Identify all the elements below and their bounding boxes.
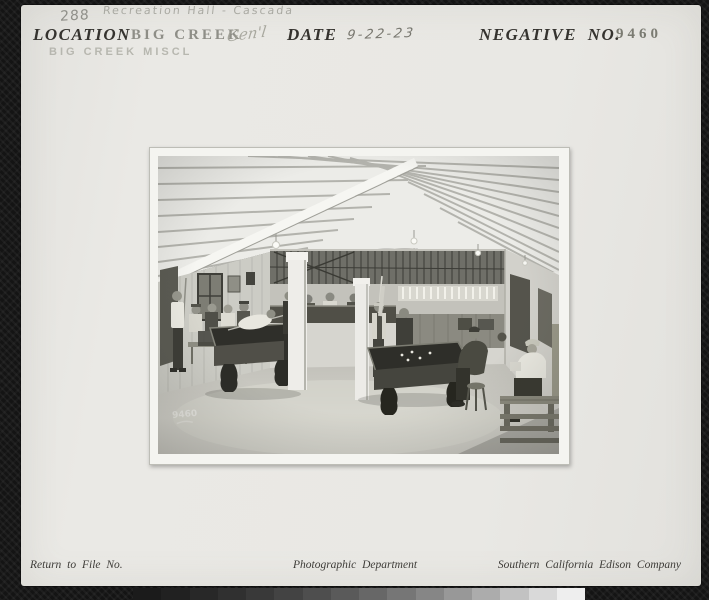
footer-department: Photographic Department bbox=[292, 559, 418, 571]
grayscale-step bbox=[387, 588, 415, 600]
date-label: DATE bbox=[287, 25, 338, 44]
grayscale-step bbox=[190, 588, 218, 600]
negative-number-value: 9460 bbox=[616, 26, 662, 42]
photograph bbox=[158, 156, 559, 454]
grayscale-step bbox=[303, 588, 331, 600]
location-handwritten-note: Gen'l bbox=[226, 22, 268, 46]
negative-number-label: NEGATIVE NO. bbox=[479, 25, 622, 44]
grayscale-strip bbox=[133, 588, 585, 600]
date-handwritten-value: 9-22-23 bbox=[345, 25, 417, 44]
grayscale-step bbox=[359, 588, 387, 600]
footer-company: Southern California Edison Company bbox=[497, 559, 681, 571]
location-stamp-value: BIG CREEK bbox=[131, 27, 243, 43]
grayscale-step bbox=[218, 588, 246, 600]
grayscale-step bbox=[274, 588, 302, 600]
photograph-print bbox=[149, 147, 570, 465]
footer-return-to-file: Return to File No. bbox=[30, 559, 123, 571]
grayscale-step bbox=[444, 588, 472, 600]
grayscale-step bbox=[246, 588, 274, 600]
vignette bbox=[158, 156, 559, 454]
grayscale-step bbox=[529, 588, 557, 600]
file-category-stamp: BIG CREEK MISCL bbox=[49, 46, 193, 58]
location-label: LOCATION bbox=[33, 25, 131, 44]
grayscale-step bbox=[331, 588, 359, 600]
grayscale-step bbox=[133, 588, 161, 600]
grayscale-step bbox=[500, 588, 528, 600]
grayscale-step bbox=[161, 588, 189, 600]
pencil-file-number: 288 bbox=[59, 7, 90, 25]
grayscale-step bbox=[416, 588, 444, 600]
pencil-caption: Recreation Hall - Cascada bbox=[102, 4, 295, 17]
grayscale-step bbox=[557, 588, 585, 600]
grayscale-step bbox=[472, 588, 500, 600]
